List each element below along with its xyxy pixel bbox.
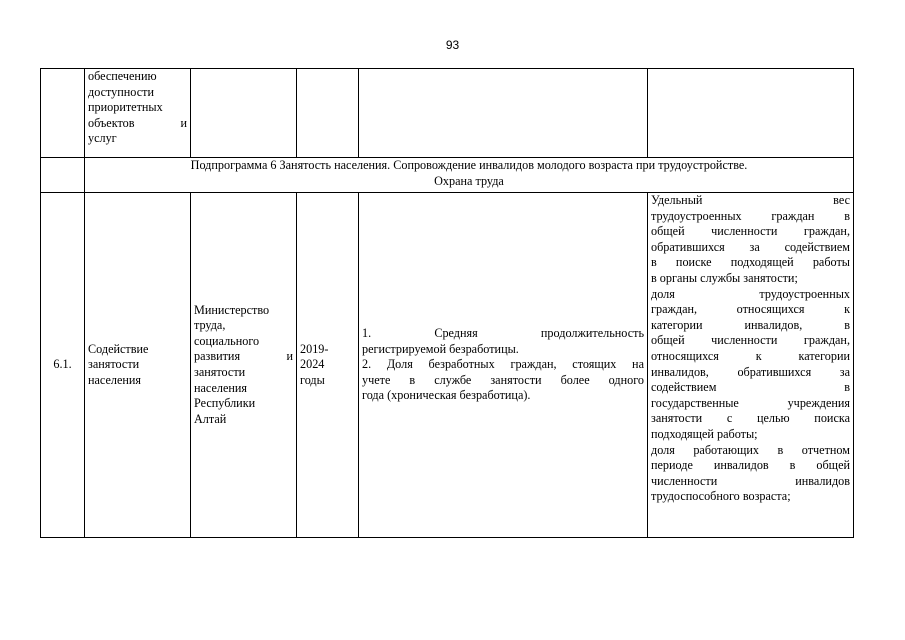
item-executor — [191, 193, 297, 538]
text-line: занятости — [88, 357, 140, 372]
text-line: занятости — [194, 365, 246, 379]
cell-number-empty — [41, 69, 85, 158]
text-line: учете в службе занятости более одного — [362, 372, 644, 387]
subprogram-title-line: Подпрограмма 6 Занятость населения. Сопровождение инвалидов молодого возраста при трудоустройстве. — [190, 158, 748, 172]
text-line: населения — [194, 380, 248, 395]
text-line: годы — [300, 372, 325, 387]
table-row-subprogram — [41, 158, 854, 193]
text-line: Удельный вес — [651, 193, 850, 207]
text-line: инвалидов, обратившихся за — [651, 364, 850, 379]
text-line: доля работающих в отчетном — [651, 442, 850, 457]
text-line: услуг — [88, 131, 117, 146]
text-line: года (хроническая безработица). — [362, 388, 531, 403]
text-line: Алтай — [194, 411, 227, 426]
text-line: регистрируемой безработицы. — [362, 341, 519, 356]
text-line: 1. Средняя продолжительность — [362, 326, 644, 341]
text-line: трудоспособного возраста; — [651, 489, 791, 504]
text-line: труда, — [194, 318, 226, 333]
item-period — [297, 193, 359, 538]
item-results — [359, 193, 648, 538]
item-number: 6.1. — [41, 193, 85, 538]
page-number: 93 — [445, 38, 460, 52]
text-line: содействием в — [651, 380, 850, 395]
text-line: трудоустроенных граждан в — [651, 208, 850, 223]
text-line: приоритетных — [88, 100, 163, 115]
subprogram-title-line: Охрана труда — [434, 173, 504, 188]
text-line: периоде инвалидов в общей — [651, 458, 850, 473]
text-line: относящихся к категории — [651, 348, 850, 363]
cell-empty — [297, 69, 359, 158]
text-line: 2019- — [300, 341, 329, 356]
text-line: категории инвалидов, в — [651, 317, 850, 332]
text-line: занятости с целью поиска — [651, 411, 850, 426]
text-line: в органы службы занятости; — [651, 270, 798, 285]
text-line: Содействие — [88, 341, 149, 356]
text-line: подходящей работы; — [651, 426, 758, 441]
text-line: Министерство — [194, 302, 270, 317]
text-line: обеспечению — [88, 69, 157, 83]
item-indicators — [648, 193, 854, 538]
cell-number-empty — [41, 158, 85, 193]
text-line: обратившихся за содействием — [651, 239, 850, 254]
text-line: численности инвалидов — [651, 473, 850, 488]
item-name — [85, 193, 191, 538]
table-row-continuation — [41, 69, 854, 158]
subprogram-title — [85, 158, 854, 193]
cell-continuation-text — [85, 69, 191, 158]
text-line: общей численности граждан, — [651, 333, 850, 348]
text-line: в поиске подходящей работы — [651, 255, 850, 270]
program-table — [40, 68, 854, 538]
text-line: социального — [194, 333, 260, 348]
text-line: доступности — [88, 84, 154, 99]
text-line: доля трудоустроенных — [651, 286, 850, 301]
text-line: развития и — [194, 349, 293, 364]
text-line: населения — [88, 372, 142, 387]
text-line: 2024 — [300, 357, 325, 372]
text-line: Республики — [194, 396, 256, 411]
text-line: общей численности граждан, — [651, 224, 850, 239]
table-row-item — [41, 193, 854, 538]
text-line: 2. Доля безработных граждан, стоящих на — [362, 357, 644, 372]
text-line: государственные учреждения — [651, 395, 850, 410]
cell-empty — [648, 69, 854, 158]
text-line: граждан, относящихся к — [651, 302, 850, 317]
text-line: объектов и — [88, 115, 187, 130]
cell-empty — [359, 69, 648, 158]
cell-empty — [191, 69, 297, 158]
